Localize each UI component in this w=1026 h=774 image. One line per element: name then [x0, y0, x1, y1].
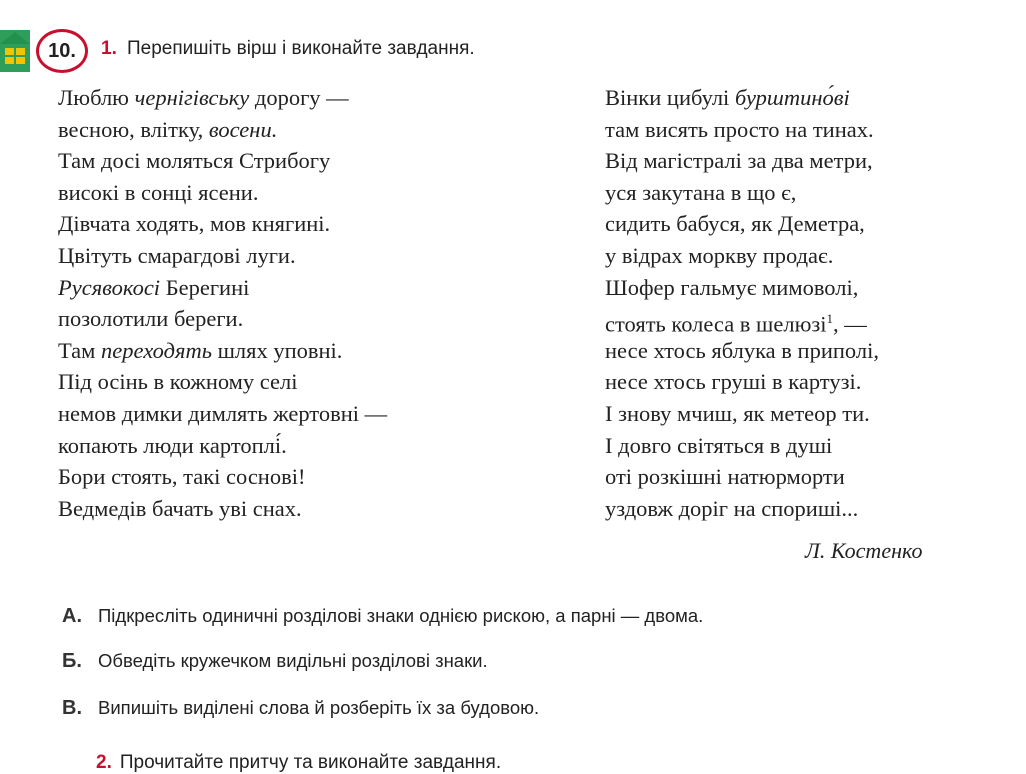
- poem-text: несе хтось яблука в приполі,: [605, 337, 879, 363]
- poem-line: [58, 335, 387, 367]
- highlighted-word: бурштино́ві: [734, 85, 850, 110]
- poem-line: [58, 398, 387, 430]
- footnote-mark: 1: [826, 311, 834, 327]
- poem-text: немов димки димлять жертовні —: [58, 400, 388, 426]
- poem-text: Вінки цибулі: [605, 85, 735, 110]
- poem-text: , —: [833, 311, 867, 337]
- poem-line: [58, 208, 387, 240]
- poem-line: [605, 208, 879, 240]
- poem-line: [605, 240, 879, 272]
- subtask-letter: Б.: [62, 650, 82, 672]
- poem-text: Дівчата ходять, мов княгині.: [58, 211, 331, 237]
- subtask-letter: А.: [62, 605, 82, 627]
- house-icon: [0, 30, 30, 72]
- poem-text: у відрах моркву продає.: [605, 242, 834, 268]
- poem-author: Л. Костенко: [805, 538, 923, 563]
- poem-line: [605, 82, 879, 114]
- poem-text: Під осінь в кожному селі: [58, 369, 298, 395]
- highlighted-word: чернігівську: [134, 85, 250, 110]
- poem-column-left: [58, 82, 387, 524]
- poem-line: [605, 272, 879, 304]
- poem-text: дорогу —: [249, 85, 349, 110]
- poem-line: [58, 461, 387, 493]
- poem-text: оті розкішні натюрморти: [605, 464, 845, 490]
- subtask-text: Обведіть кружечком видільні розділові знаки.: [98, 650, 488, 671]
- poem-line: [605, 145, 879, 177]
- poem-text: Від магістралі за два метри,: [605, 148, 873, 174]
- highlighted-word: Русявокосі: [58, 274, 161, 300]
- highlighted-word: переходять: [101, 337, 212, 363]
- poem-column-right: [605, 82, 879, 524]
- subtask-b: [62, 650, 488, 673]
- poem-line: [58, 366, 387, 398]
- poem-line: [605, 398, 879, 430]
- poem-line: [58, 493, 387, 525]
- poem-text: І довго світяться в душі: [605, 432, 833, 458]
- poem-line: [605, 335, 879, 367]
- poem-line: [58, 82, 387, 114]
- poem-text: там висять просто на тинах.: [605, 116, 874, 142]
- poem-line: [58, 430, 387, 462]
- poem-text: несе хтось груші в картузі.: [605, 369, 862, 395]
- poem-line: [58, 272, 387, 304]
- poem-text: сидить бабуся, як Деметра,: [605, 211, 865, 237]
- exercise-number: 10.: [48, 39, 76, 62]
- poem-text: стоять колеса в шелюзі: [605, 311, 827, 337]
- poem-text: весною, влітку,: [58, 116, 209, 142]
- poem-text: Там: [58, 337, 102, 363]
- poem-line: [58, 145, 387, 177]
- poem-line: [58, 240, 387, 272]
- poem-text: уся закутана в що є,: [605, 179, 797, 205]
- poem-text: шлях уповні.: [211, 337, 343, 363]
- poem-text: Там досі моляться Стрибогу: [58, 148, 331, 174]
- poem-line: [605, 114, 879, 146]
- next-task-text: Прочитайте притчу та виконайте завдання.: [119, 752, 502, 773]
- poem-text: Люблю: [58, 85, 135, 110]
- subtask-a: [62, 605, 703, 628]
- poem-text: Шофер гальмує мимоволі,: [605, 274, 859, 300]
- poem-line: [605, 493, 879, 525]
- subtask-text: Підкресліть одиничні розділові знаки однією рискою, а парні — двома.: [98, 605, 704, 626]
- poem-line: [58, 177, 387, 209]
- poem-text: Ведмедів бачать уві снах.: [58, 495, 302, 521]
- poem-line: [605, 366, 879, 398]
- next-task-number: 2.: [96, 752, 112, 773]
- exercise-number-badge: [36, 29, 88, 73]
- poem-text: позолотили береги.: [58, 306, 244, 332]
- subtask-letter: В.: [62, 697, 82, 719]
- poem-text: високі в сонці ясени.: [58, 179, 259, 205]
- poem-text: Бори стоять, такі соснові!: [58, 464, 306, 490]
- poem-line: [58, 114, 387, 146]
- highlighted-word: восени.: [208, 116, 278, 142]
- next-task: [96, 752, 501, 774]
- poem-text: Берегині: [160, 274, 250, 300]
- poem-line: [605, 303, 879, 335]
- poem-line: [58, 303, 387, 335]
- poem-line: [605, 430, 879, 462]
- poem-text: уздовж доріг на спориші...: [605, 495, 859, 521]
- task-number: 1.: [101, 38, 117, 59]
- task-instruction: Перепишіть вірш і виконайте завдання.: [127, 38, 475, 59]
- subtask-text: Випишіть виділені слова й розберіть їх за будовою.: [98, 697, 540, 718]
- poem-text: Цвітуть смарагдові луги.: [58, 242, 296, 268]
- poem-line: [605, 177, 879, 209]
- subtask-c: [62, 697, 539, 720]
- poem-text: копають люди картоплі́.: [58, 432, 287, 458]
- poem-line: [605, 461, 879, 493]
- poem-text: І знову мчиш, як метеор ти.: [605, 400, 870, 426]
